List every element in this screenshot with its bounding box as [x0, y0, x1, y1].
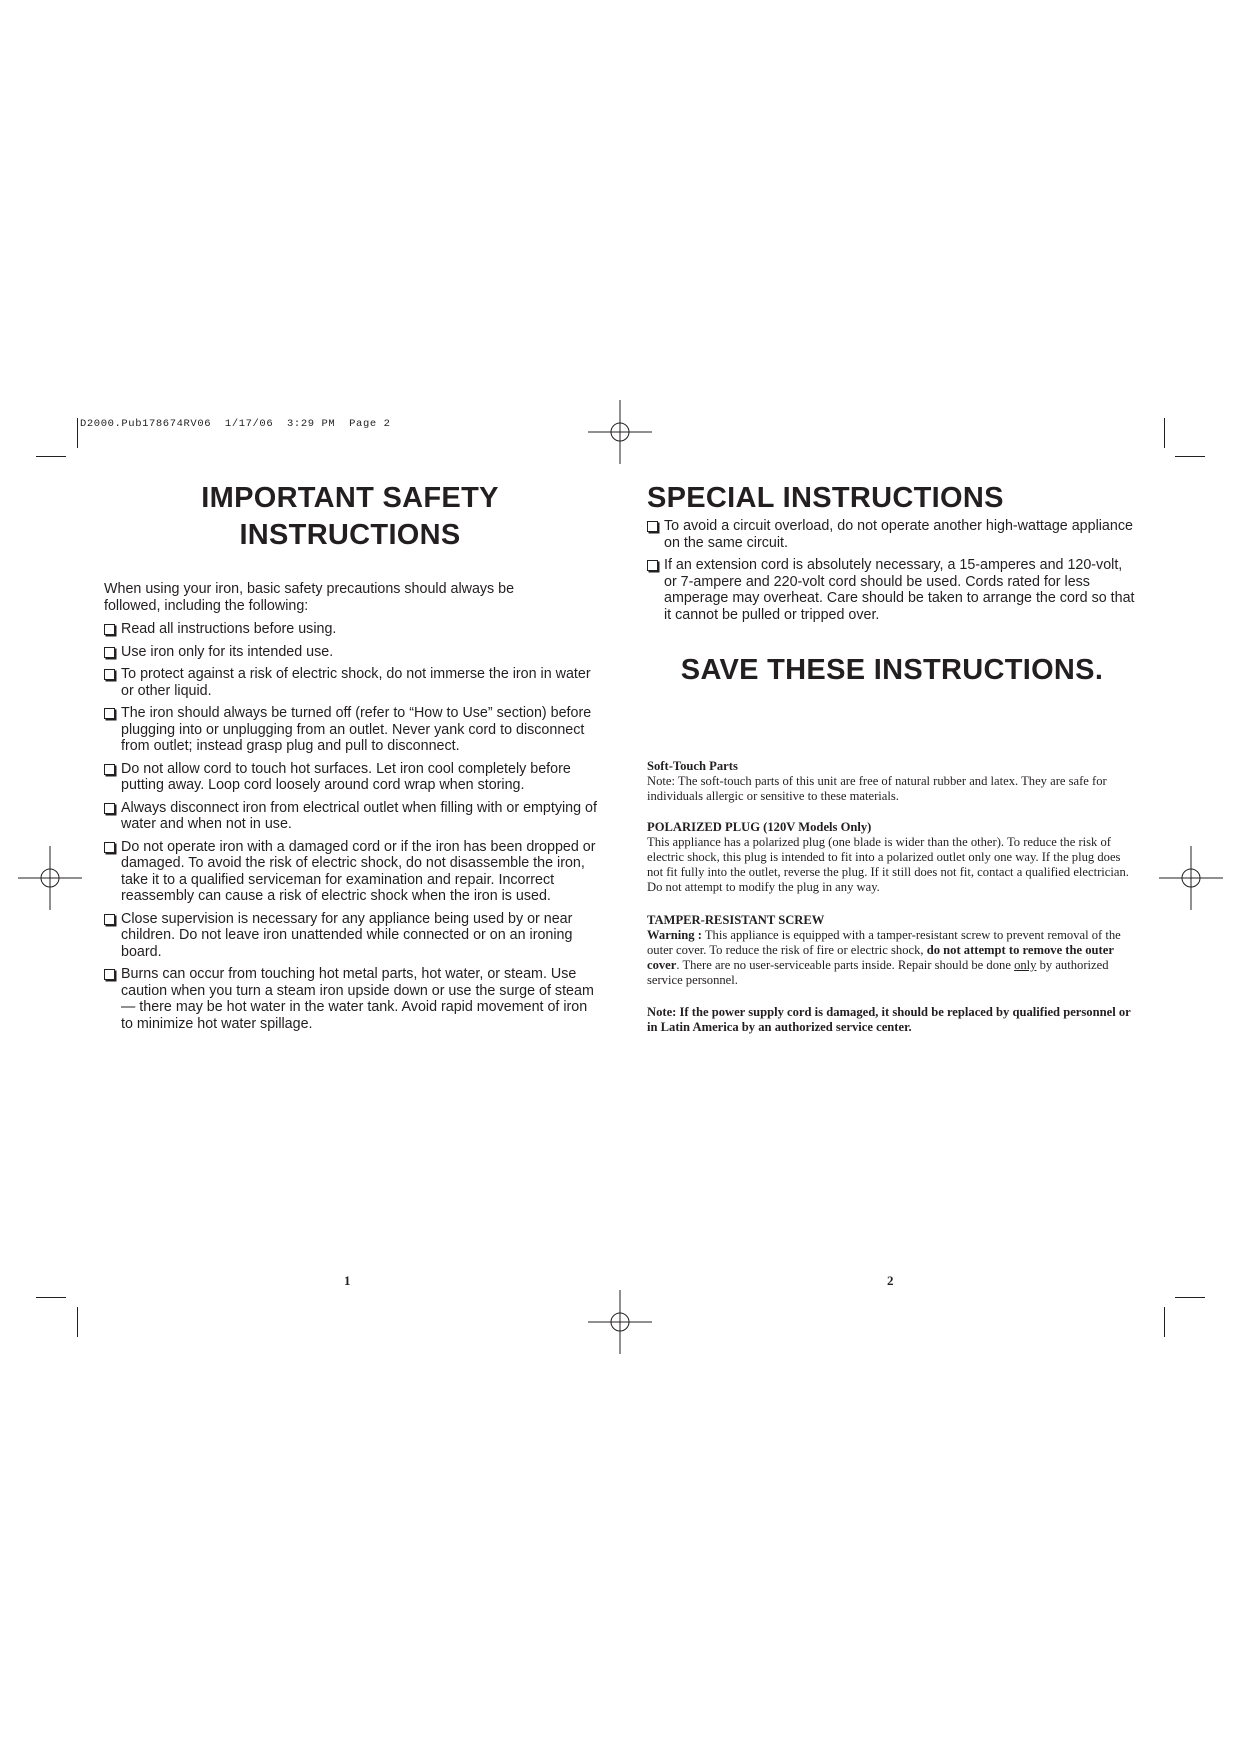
- checkbox-bullet-icon: [104, 764, 115, 775]
- page-number-left: 1: [344, 1273, 351, 1288]
- list-item: [104, 644, 598, 661]
- list-item-text: To avoid a circuit overload, do not operate another high-wattage appliance on the same circuit.: [664, 518, 1133, 551]
- title-line-1: IMPORTANT SAFETY: [201, 482, 499, 514]
- list-item: [647, 518, 1137, 551]
- polarized-plug-section: [647, 820, 1137, 895]
- section-body: This appliance has a polarized plug (one blade is wider than the other). To reduce the risk of electric shock, this plug is intended to fit into a polarized outlet only one way. If the plug does not fit fully into the outlet, reverse the plug. If it still does not fit, contact a qualified electrician. Do not attempt to modify the plug in any way.: [647, 835, 1129, 894]
- section-heading: Soft-Touch Parts: [647, 759, 738, 773]
- important-safety-title: [150, 480, 550, 554]
- special-instructions-title: SPECIAL INSTRUCTIONS: [647, 482, 1004, 514]
- note-text: Note: If the power supply cord is damaged, it should be replaced by qualified personnel or in Latin America by an authorized service center.: [647, 1005, 1131, 1034]
- crop-mark: [1175, 456, 1205, 457]
- crop-mark: [77, 418, 78, 448]
- crop-mark: [1164, 418, 1165, 448]
- title-line-2: INSTRUCTIONS: [239, 519, 461, 551]
- checkbox-bullet-icon: [104, 624, 115, 635]
- crop-mark: [36, 456, 66, 457]
- checkbox-bullet-icon: [647, 560, 658, 571]
- warning-underlined-text: only: [1014, 958, 1037, 972]
- list-item-text: To protect against a risk of electric shock, do not immerse the iron in water or other liquid.: [121, 666, 591, 699]
- checkbox-bullet-icon: [104, 803, 115, 814]
- checkbox-bullet-icon: [104, 914, 115, 925]
- checkbox-bullet-icon: [647, 521, 658, 532]
- warning-label: Warning :: [647, 928, 702, 942]
- list-item-text: Do not allow cord to touch hot surfaces. Let iron cool completely before putting away. Loop cord loosely around cord wrap when storing.: [121, 760, 571, 793]
- section-heading: POLARIZED PLUG (120V Models Only): [647, 820, 872, 834]
- list-item-text: Do not operate iron with a damaged cord or if the iron has been dropped or damaged. To avoid the risk of electric shock, do not disassemble the iron, take it to a qualified serviceman for examination and repair. Incorrect reassembly can cause a risk of electric shock when the iron is used.: [121, 838, 596, 904]
- section-heading: TAMPER-RESISTANT SCREW: [647, 913, 825, 927]
- list-item: [104, 839, 598, 905]
- list-item: [647, 557, 1137, 623]
- checkbox-bullet-icon: [104, 708, 115, 719]
- checkbox-bullet-icon: [104, 842, 115, 853]
- safety-intro: When using your iron, basic safety precautions should always be followed, including the following:: [104, 581, 515, 614]
- list-item: [104, 911, 598, 961]
- section-body: [647, 928, 1137, 988]
- crop-mark: [1175, 1297, 1205, 1298]
- crop-mark: [1164, 1307, 1165, 1337]
- list-item-text: Close supervision is necessary for any appliance being used by or near children. Do not leave iron unattended while connected or on an ironing board.: [121, 910, 573, 960]
- safety-checklist: [104, 621, 598, 1038]
- soft-touch-section: [647, 759, 1137, 804]
- list-item-text: The iron should always be turned off (refer to “How to Use” section) before plugging into or unplugging from an outlet. Never yank cord to disconnect from outlet; instead grasp plug and pull to disconnect.: [121, 705, 592, 754]
- tamper-resistant-section: [647, 913, 1137, 988]
- save-instructions-title: SAVE THESE INSTRUCTIONS.: [680, 654, 1104, 686]
- warning-text-2: . There are no user-serviceable parts inside. Repair should be done: [676, 958, 1015, 972]
- registration-mark-icon: [588, 400, 652, 464]
- list-item: [104, 621, 598, 638]
- registration-mark-icon: [1159, 846, 1223, 910]
- crop-mark: [77, 1307, 78, 1337]
- list-item-text: Burns can occur from touching hot metal parts, hot water, or steam. Use caution when you turn a steam iron upside down or use the surge of steam — there may be hot water in the water tank. Avoid rapid movement of iron to minimize hot water spillage.: [121, 966, 594, 1032]
- list-item-text: Read all instructions before using.: [121, 621, 337, 637]
- list-item: [104, 966, 598, 1032]
- list-item-text: If an extension cord is absolutely necessary, a 15-amperes and 120-volt, or 7-ampere and 220-volt cord should be used. Cords rated for less amperage may overheat. Care should be taken to arrange the cord so that it cannot be pulled or tripped over.: [664, 557, 1135, 623]
- registration-mark-icon: [18, 846, 82, 910]
- printer-slug-line: D2000.Pub178674RV06 1/17/06 3:29 PM Page 2: [80, 418, 391, 430]
- special-checklist: [647, 518, 1137, 629]
- warning-text-3: by authorized service personnel.: [647, 958, 1109, 987]
- list-item: [104, 761, 598, 794]
- checkbox-bullet-icon: [104, 647, 115, 658]
- list-item-text: Always disconnect iron from electrical outlet when filling with or emptying of water and when not in use.: [121, 799, 597, 832]
- warning-bold-text: do not attempt to remove the outer cover: [647, 943, 1114, 972]
- page-number-right: 2: [887, 1273, 894, 1288]
- list-item: [104, 705, 598, 755]
- list-item-text: Use iron only for its intended use.: [121, 643, 334, 660]
- crop-mark: [36, 1297, 66, 1298]
- registration-mark-icon: [588, 1290, 652, 1354]
- checkbox-bullet-icon: [104, 669, 115, 680]
- list-item: [104, 800, 598, 833]
- power-cord-note: [647, 1005, 1137, 1035]
- section-body: Note: The soft-touch parts of this unit are free of natural rubber and latex. They are safe for individuals allergic or sensitive to these materials.: [647, 774, 1107, 803]
- checkbox-bullet-icon: [104, 969, 115, 980]
- warning-text-1: This appliance is equipped with a tamper-resistant screw to prevent removal of the outer cover. To reduce the risk of fire or electric shock,: [647, 928, 1121, 957]
- list-item: [104, 666, 598, 699]
